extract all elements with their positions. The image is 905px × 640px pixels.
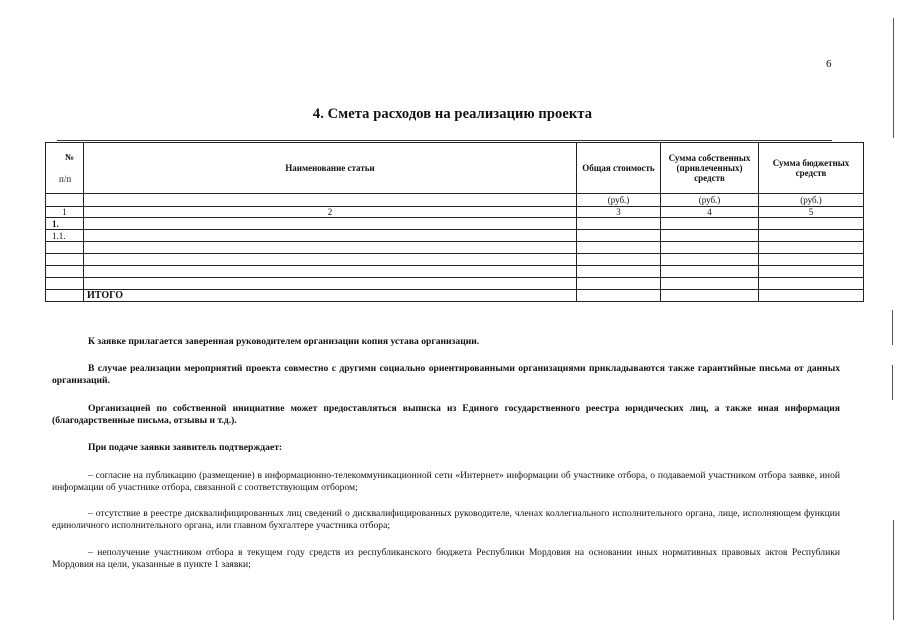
- row-cell: [84, 266, 577, 278]
- row-cell: [577, 218, 661, 230]
- row-cell: [84, 278, 577, 290]
- paragraph-guarantee-letters: В случае реализации мероприятий проекта совместно с другими социально ориентированными организациями прикладываются также гарантийные письма от данных организаций.: [52, 363, 840, 386]
- paragraph-publication-consent: – согласие на публикацию (размещение) в информационно-телекоммуникационной сети «Интернет» информации об участнике отбора, о подаваемой участником отбора заявке, иной информации об участнике отбора, связанной с соответствующим отбором;: [52, 470, 840, 493]
- row-cell: [661, 254, 759, 266]
- unit-rub-own: (руб.): [661, 194, 759, 207]
- row-cell: [759, 218, 864, 230]
- unit-rub-total: (руб.): [577, 194, 661, 207]
- units-row: [46, 194, 864, 207]
- paragraph-egrul-extract: Организацией по собственной инициативе может предоставляться выписка из Единого государственного реестра юридических лиц, а также иная информация (благодарственные письма, отзывы и т.д.).: [52, 403, 840, 426]
- row-cell: [577, 278, 661, 290]
- scan-edge-line: [892, 365, 893, 400]
- page-number: 6: [826, 58, 832, 70]
- column-index: 4: [661, 207, 759, 218]
- budget-table: [45, 142, 864, 302]
- row-number: [46, 254, 84, 266]
- total-cell: [661, 290, 759, 302]
- column-index: 5: [759, 207, 864, 218]
- paragraph-no-funding: – неполучение участником отбора в текущем году средств из республиканского бюджета Республики Мордовия на основании иных нормативных правовых актов Республики Мордовия на цели, указанные в пункте 1 заявки;: [52, 547, 840, 570]
- total-cell: [759, 290, 864, 302]
- column-index: 3: [577, 207, 661, 218]
- header-budget-funds: Сумма бюджетных средств: [759, 143, 864, 194]
- units-empty: [46, 194, 84, 207]
- row-cell: [577, 242, 661, 254]
- paragraph-disqualified-register: – отсутствие в реестре дисквалифицированных лиц сведений о дисквалифицированных руководителе, членах коллегиального исполнительного органа, лице, исполняющем функции единоличного исполнительного органа, или главном бухгалтере участника отбора;: [52, 508, 840, 531]
- row-cell: [759, 254, 864, 266]
- row-cell: [661, 230, 759, 242]
- total-cell: [577, 290, 661, 302]
- row-cell: [759, 266, 864, 278]
- table-row: [46, 218, 864, 230]
- title-rule: [57, 140, 832, 141]
- total-label: ИТОГО: [84, 290, 577, 302]
- header-item-name: Наименование статьи: [84, 143, 577, 194]
- scan-edge-line: [893, 520, 894, 620]
- table-row: [46, 278, 864, 290]
- row-cell: [661, 218, 759, 230]
- header-number: [46, 143, 84, 194]
- row-cell: [661, 278, 759, 290]
- paragraph-charter-copy: К заявке прилагается заверенная руководителем организации копия устава организации.: [88, 336, 480, 347]
- row-cell: [84, 230, 577, 242]
- row-cell: [84, 254, 577, 266]
- row-cell: [661, 242, 759, 254]
- table-row: [46, 254, 864, 266]
- scan-edge-line: [892, 310, 893, 345]
- row-cell: [759, 278, 864, 290]
- row-cell: [577, 254, 661, 266]
- row-cell: [84, 242, 577, 254]
- table-row: [46, 230, 864, 242]
- row-cell: [759, 230, 864, 242]
- unit-rub-budget: (руб.): [759, 194, 864, 207]
- table-row: [46, 266, 864, 278]
- row-number: 1.: [46, 218, 84, 230]
- column-index: 1: [46, 207, 84, 218]
- column-index-row: [46, 207, 864, 218]
- column-index: 2: [84, 207, 577, 218]
- total-row: [46, 290, 864, 302]
- scan-edge-line: [893, 18, 894, 138]
- units-empty: [84, 194, 577, 207]
- total-number-cell: [46, 290, 84, 302]
- row-cell: [577, 266, 661, 278]
- row-cell: [577, 230, 661, 242]
- header-number-pp: п/п: [59, 174, 72, 184]
- row-number: 1.1.: [46, 230, 84, 242]
- table-row: [46, 242, 864, 254]
- document-title: 4. Смета расходов на реализацию проекта: [312, 106, 593, 122]
- header-number-sign: №: [64, 152, 75, 162]
- row-number: [46, 278, 84, 290]
- table-header-row: [46, 143, 864, 194]
- header-total-cost: Общая стоимость: [577, 143, 661, 194]
- row-cell: [84, 218, 577, 230]
- row-cell: [759, 242, 864, 254]
- row-number: [46, 266, 84, 278]
- header-own-funds: Сумма собственных (привлеченных) средств: [661, 143, 759, 194]
- row-number: [46, 242, 84, 254]
- paragraph-confirmation-intro: При подаче заявки заявитель подтверждает:: [88, 442, 283, 453]
- row-cell: [661, 266, 759, 278]
